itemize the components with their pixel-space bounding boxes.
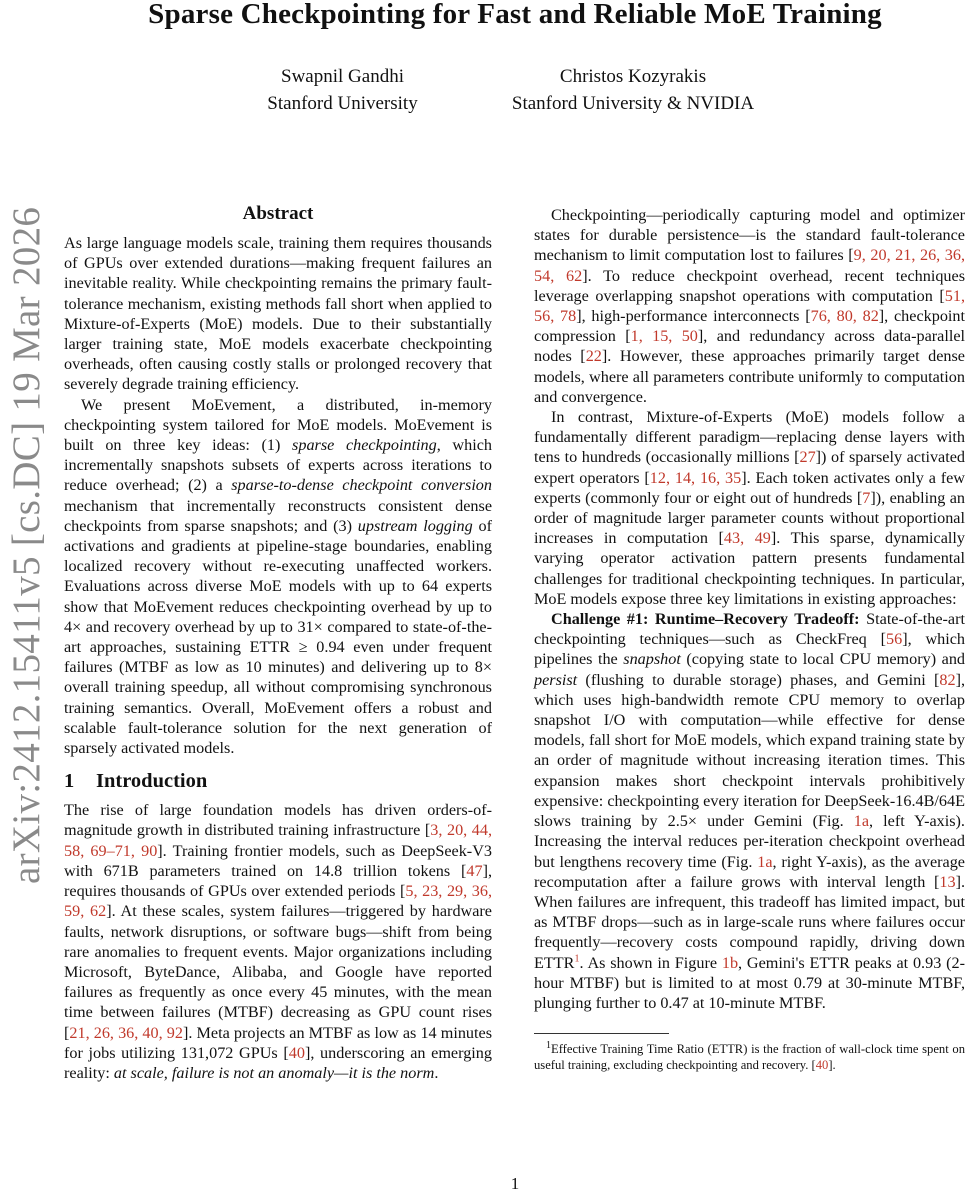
right-column [534,205,965,1073]
paper-title: Sparse Checkpointing for Fast and Reliable MoE Training [148,0,882,30]
section-number: 1 [64,770,75,793]
author-affiliation: Stanford University & NVIDIA [511,93,755,114]
footnote: $^1$Effective Training Time Ratio (ETTR) is the fraction of wall-clock time spent on useful training, excluding checkpointing and recovery. [40]. [534,1039,965,1073]
figure-link[interactable]: 1a [853,812,870,831]
author-affiliation: Stanford University [267,93,418,114]
citation-link[interactable]: 43, 49 [723,529,771,548]
author-2 [478,63,788,117]
intro-paragraph-1: The rise of large foundation models has driven orders-of-magnitude growth in distributed training infrastructure [3, 20, 44, 58, 69–71, 90]. Training frontier models, such as DeepSeek-V3 with 671B parameters trained on 14.8 trillion tokens [47], requires thousands of GPUs over extended periods [5, 23, 29, 36, 59, 62]. At these scales, system failures—triggered by hardware faults, network disruptions, or software bugs—shift from being rare anomalies to frequent events. Major organizations including Microsoft, ByteDance, Alibaba, and Google have reported failures as frequently as once every 45 minutes, with the mean time between failures (MTBF) decreasing as GPU count rises [21, 26, 36, 40, 92]. Meta projects an MTBF as low as 14 minutes for jobs utilizing 131,072 GPUs [40], underscoring an emerging reality: at scale, failure is not an anomaly—it is the norm. [64,801,493,1082]
section-heading-introduction [64,768,492,794]
author-1 [230,63,455,117]
figure-link[interactable]: 1a [757,852,773,871]
section-title: Introduction [96,770,208,793]
body-paragraph-moe: In contrast, Mixture-of-Experts (MoE) models follow a fundamentally different paradigm—replacing dense layers with tens to hundreds (occasionally millions [27]) of sparsely activated expert operators [12, 14, 16, 35]. Each token activates only a few experts (commonly four or eight out of hundreds [7]), enabling an order of magnitude larger parameter counts without proportional increases in computation [43, 49]. This sparse, dynamically varying operator activation pattern presents fundamental challenges for traditional checkpointing techniques. In particular, MoE models expose three key limitations in existing approaches: [534,408,965,608]
body-paragraph-challenge-1: Challenge #1: Runtime–Recovery Tradeoff: State-of-the-art checkpointing techniques—such as CheckFreq [56], which pipelines the snapshot (copying state to local CPU memory) and persist (flushing to durable storage) phases, and Gemini [82], which uses high-bandwidth remote CPU memory to overlap snapshot I/O with computation—while effective for dense models, fall short for MoE models, which expand training state by an order of magnitude without increasing iteration times. This expansion makes short checkpoint intervals prohibitively expensive: checkpointing every iteration for DeepSeek-16.4B/64E slows training by 2.5× under Gemini (Fig. 1a, left Y-axis). Increasing the interval reduces per-iteration checkpoint overhead but lengthens recovery time (Fig. 1a, right Y-axis), as the average recomputation after a failure grows with interval length [13]. When failures are infrequent, this tradeoff has limited impact, but as MTBF drops—such as in large-scale runs where failures occur frequently—recovery costs compound rapidly, driving down ETTR$^1$. As shown in Figure 1b, Gemini's ETTR peaks at 0.93 (2-hour MTBF) but is limited to at most 0.79 at 30-minute MTBF, plunging further to 0.47 at 10-minute MTBF. [534,610,965,1012]
citation-link[interactable]: 7 [862,488,871,507]
author-name: Swapnil Gandhi [281,66,404,87]
footnote-marker[interactable]: 1 [574,953,580,965]
citation-link[interactable]: 76, 80, 82 [810,307,879,326]
citation-link[interactable]: 13 [939,872,956,891]
citation-link[interactable]: 3, 20, 44, 58, 69–71, 90 [64,821,492,860]
footnote-divider [534,1033,669,1034]
citation-link[interactable]: 27 [799,448,816,467]
citation-link[interactable]: 5, 23, 29, 36, 59, 62 [64,882,492,921]
citation-link[interactable]: 82 [939,670,956,689]
abstract-paragraph-1: As large language models scale, training them requires thousands of GPUs over extended durations—making frequent failures an inevitable reality. While checkpointing remains the primary fault-tolerance mechanism, existing methods fall short when applied to Mixture-of-Experts (MoE) models. Due to their substantially larger training state, MoE models exacerbate checkpointing overheads, often causing costly stalls or prolonged recovery that severely degrade training efficiency. [64,234,492,394]
footnote-number: 1 [546,1039,551,1051]
citation-link[interactable]: 51, 56, 78 [534,286,965,326]
citation-link[interactable]: 22 [585,347,602,366]
citation-link[interactable]: 47 [466,861,483,880]
citation-link[interactable]: 1, 15, 50 [630,327,698,346]
author-name: Christos Kozyrakis [559,66,707,87]
abstract-heading: Abstract [242,203,314,224]
figure-link[interactable]: 1b [721,953,739,972]
body-paragraph-checkpointing: Checkpointing—periodically capturing model and optimizer states for durable persistence—is the standard fault-tolerance mechanism to limit computation lost to failures [9, 20, 21, 26, 36, 54, 62]. To reduce checkpoint overhead, recent techniques leverage overlapping snapshot operations with computation [51, 56, 78], high-performance interconnects [76, 80, 82], checkpoint compression [1, 15, 50], and redundancy across data-parallel nodes [22]. However, these approaches primarily target dense models, where all parameters contribute uniformly to computation and convergence. [534,206,965,406]
challenge-heading: Challenge #1: Runtime–Recovery Tradeoff: [551,610,860,629]
abstract-paragraph-2: We present MoEvement, a distributed, in-memory checkpointing system tailored for MoE models. MoEvement is built on three key ideas: (1) sparse checkpointing, which incrementally snapshots subsets of experts across iterations to reduce overhead; (2) a sparse-to-dense checkpoint conversion mechanism that incrementally reconstructs consistent dense checkpoints from sparse snapshots; and (3) upstream logging of activations and gradients at pipeline-stage boundaries, enabling localized recovery without re-executing unaffected workers. Evaluations across diverse MoE models with up to 64 experts show that MoEvement reduces checkpointing overhead by up to 4× and recovery overhead by up to 31× compared to state-of-the-art approaches, sustaining ETTR ≥ 0.94 even under frequent failures (MTBF as low as 10 minutes) and delivering up to 8× overall training speedup, all without compromising synchronous training semantics. Overall, MoEvement offers a robust and scalable fault-tolerance solution for the next generation of sparsely activated models. [64,395,492,758]
left-column [64,202,492,1083]
arxiv-identifier: arXiv:2412.15411v5 [cs.DC] 19 Mar 2026 [5,206,48,884]
citation-link[interactable]: 56 [886,630,903,649]
page-number: 1 [510,1174,520,1193]
citation-link[interactable]: 9, 20, 21, 26, 36, 54, 62 [534,246,965,285]
citation-link[interactable]: 21, 26, 36, 40, 92 [69,1023,183,1042]
citation-link[interactable]: 12, 14, 16, 35 [649,468,742,487]
citation-link[interactable]: 40 [288,1043,305,1062]
citation-link[interactable]: 40 [815,1058,829,1073]
